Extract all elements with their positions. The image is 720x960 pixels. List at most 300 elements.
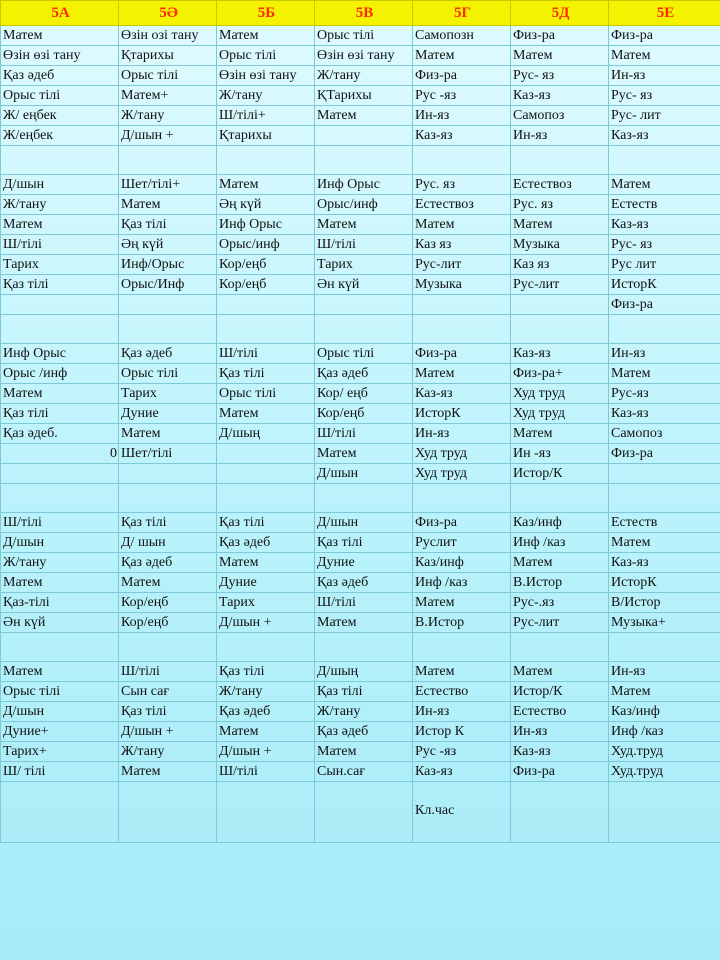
lesson-cell: Матем — [413, 662, 511, 682]
lesson-cell: Рус-яз — [609, 384, 720, 404]
lesson-cell: Каз яз — [413, 235, 511, 255]
lesson-cell: Каз яз — [511, 255, 609, 275]
lesson-cell: Ж/тану — [315, 66, 413, 86]
lesson-cell: Матем — [119, 195, 217, 215]
lesson-cell: Ин-яз — [609, 344, 720, 364]
lesson-cell: Инф Орыс — [217, 215, 315, 235]
lesson-cell: Қаз-тілі — [1, 593, 119, 613]
class-header-row — [1, 1, 720, 26]
lesson-cell: Ш/тілі — [315, 235, 413, 255]
table-row — [1, 86, 720, 106]
lesson-cell: Д/шын + — [217, 613, 315, 633]
lesson-cell: Д/шын + — [217, 742, 315, 762]
lesson-cell: Матем — [315, 106, 413, 126]
table-row — [1, 275, 720, 295]
lesson-cell: Естеств — [609, 195, 720, 215]
lesson-cell: Қаз тілі — [1, 404, 119, 424]
lesson-cell — [315, 126, 413, 146]
lesson-cell: Матем — [1, 26, 119, 46]
lesson-cell: Матем — [119, 573, 217, 593]
lesson-cell: Ш/тілі — [119, 662, 217, 682]
lesson-cell: Матем — [1, 662, 119, 682]
lesson-cell: Д/шың — [217, 424, 315, 444]
lesson-cell: Ж/тану — [1, 553, 119, 573]
lesson-cell: Ж/тану — [119, 742, 217, 762]
lesson-cell: Матем — [609, 46, 720, 66]
lesson-cell: Матем — [217, 175, 315, 195]
table-row — [1, 235, 720, 255]
lesson-cell — [511, 146, 609, 175]
lesson-cell: Ин-яз — [511, 722, 609, 742]
lesson-cell: Матем — [315, 444, 413, 464]
lesson-cell — [315, 315, 413, 344]
lesson-cell: Д/шын + — [119, 722, 217, 742]
lesson-cell: Әң күй — [217, 195, 315, 215]
lesson-cell: Қтарихы — [119, 46, 217, 66]
lesson-cell — [609, 782, 720, 843]
lesson-cell: Матем — [217, 26, 315, 46]
lesson-cell: Естеств — [609, 513, 720, 533]
lesson-cell: Шет/тілі — [119, 444, 217, 464]
lesson-cell: Самопозн — [413, 26, 511, 46]
lesson-cell: Дуние — [217, 573, 315, 593]
lesson-cell — [413, 484, 511, 513]
lesson-cell: Худ.труд — [609, 762, 720, 782]
lesson-cell: Ж/ еңбек — [1, 106, 119, 126]
table-row — [1, 573, 720, 593]
lesson-cell: Рус- яз — [609, 86, 720, 106]
lesson-cell: Ән күй — [315, 275, 413, 295]
lesson-cell: Рус. яз — [511, 195, 609, 215]
lesson-cell — [413, 633, 511, 662]
lesson-cell: Қаз тілі — [119, 513, 217, 533]
table-row — [1, 593, 720, 613]
table-row — [1, 344, 720, 364]
lesson-cell: Физ-ра — [413, 344, 511, 364]
lesson-cell — [1, 315, 119, 344]
lesson-cell: Матем — [609, 175, 720, 195]
lesson-cell: Рус- яз — [609, 235, 720, 255]
table-row — [1, 782, 720, 843]
lesson-cell: Каз-яз — [511, 344, 609, 364]
table-row — [1, 662, 720, 682]
lesson-cell: Рус-лит — [511, 613, 609, 633]
class-header: 5А — [1, 1, 119, 26]
lesson-cell — [511, 295, 609, 315]
lesson-cell: Дуние — [119, 404, 217, 424]
table-row — [1, 464, 720, 484]
table-row — [1, 146, 720, 175]
lesson-cell: Ш/тілі — [217, 762, 315, 782]
lesson-cell — [119, 464, 217, 484]
lesson-cell: Ж/еңбек — [1, 126, 119, 146]
lesson-cell: ИсторК — [413, 404, 511, 424]
lesson-cell: Орыс тілі — [1, 86, 119, 106]
lesson-cell: Тарих+ — [1, 742, 119, 762]
table-row — [1, 106, 720, 126]
lesson-cell: Д/шын — [1, 533, 119, 553]
lesson-cell — [119, 782, 217, 843]
table-row — [1, 553, 720, 573]
lesson-cell: Өзін өзі тану — [1, 46, 119, 66]
lesson-cell: Каз-яз — [413, 762, 511, 782]
lesson-cell: Тарих — [315, 255, 413, 275]
lesson-cell — [217, 315, 315, 344]
lesson-cell — [609, 464, 720, 484]
lesson-cell: Ш/тілі — [315, 593, 413, 613]
table-row — [1, 404, 720, 424]
lesson-cell: Қаз тілі — [1, 275, 119, 295]
lesson-cell: Ш/тілі — [217, 344, 315, 364]
lesson-cell: Ш/тілі+ — [217, 106, 315, 126]
lesson-cell — [217, 484, 315, 513]
lesson-cell: Қтарихы — [217, 126, 315, 146]
lesson-cell: Матем+ — [119, 86, 217, 106]
lesson-cell: Инф Орыс — [1, 344, 119, 364]
lesson-cell: Қаз тілі — [315, 533, 413, 553]
lesson-cell — [217, 295, 315, 315]
table-row — [1, 364, 720, 384]
lesson-cell: Естествоз — [511, 175, 609, 195]
lesson-cell: Ин-яз — [511, 126, 609, 146]
lesson-cell — [609, 484, 720, 513]
lesson-cell: Кор/еңб — [315, 404, 413, 424]
lesson-cell: Қаз әдеб — [315, 364, 413, 384]
lesson-cell: Қаз тілі — [119, 702, 217, 722]
lesson-cell: Қаз әдеб — [315, 722, 413, 742]
class-header: 5Д — [511, 1, 609, 26]
lesson-cell — [511, 484, 609, 513]
lesson-cell: Матем — [511, 553, 609, 573]
lesson-cell — [1, 782, 119, 843]
lesson-cell: Д/шың — [315, 662, 413, 682]
lesson-cell: Ин-яз — [413, 424, 511, 444]
lesson-cell: Физ-ра — [511, 26, 609, 46]
lesson-cell: Истор/К — [511, 464, 609, 484]
lesson-cell: Ж/тану — [315, 702, 413, 722]
lesson-cell — [217, 633, 315, 662]
lesson-cell: Естество — [511, 702, 609, 722]
lesson-cell — [217, 444, 315, 464]
table-row — [1, 175, 720, 195]
lesson-cell: Естество — [413, 682, 511, 702]
lesson-cell: Рус-лит — [413, 255, 511, 275]
lesson-cell — [413, 146, 511, 175]
lesson-cell — [119, 295, 217, 315]
lesson-cell: Д/шын — [1, 702, 119, 722]
lesson-cell: Орыс тілі — [315, 26, 413, 46]
table-row — [1, 633, 720, 662]
lesson-cell: ҚТарихы — [315, 86, 413, 106]
lesson-cell: Каз/инф — [511, 513, 609, 533]
lesson-cell: Ж/тану — [217, 86, 315, 106]
table-row — [1, 444, 720, 464]
lesson-cell: Кор/еңб — [217, 275, 315, 295]
lesson-cell: Орыс тілі — [119, 364, 217, 384]
lesson-cell: Руслит — [413, 533, 511, 553]
lesson-cell: Худ труд — [413, 464, 511, 484]
table-row — [1, 742, 720, 762]
lesson-cell: Тарих — [217, 593, 315, 613]
lesson-cell: Матем — [217, 553, 315, 573]
lesson-cell — [315, 295, 413, 315]
lesson-cell: Қаз тілі — [315, 682, 413, 702]
lesson-cell — [217, 782, 315, 843]
lesson-cell: Истор К — [413, 722, 511, 742]
lesson-cell: Физ-ра — [609, 26, 720, 46]
lesson-cell — [315, 146, 413, 175]
lesson-cell: Худ труд — [511, 384, 609, 404]
lesson-cell: Матем — [413, 593, 511, 613]
lesson-cell: Д/шын — [1, 175, 119, 195]
lesson-cell: Кор/еңб — [217, 255, 315, 275]
table-row — [1, 315, 720, 344]
class-header: 5Е — [609, 1, 720, 26]
lesson-cell: Самопоз — [511, 106, 609, 126]
lesson-cell: Шет/тілі+ — [119, 175, 217, 195]
lesson-cell: Ин-яз — [609, 662, 720, 682]
lesson-cell: Физ-ра+ — [511, 364, 609, 384]
lesson-cell: Истор/К — [511, 682, 609, 702]
lesson-cell: Қаз әдеб — [119, 553, 217, 573]
class-header: 5В — [315, 1, 413, 26]
lesson-cell: Д/шын + — [119, 126, 217, 146]
lesson-cell: Әң күй — [119, 235, 217, 255]
lesson-cell: Орыс тілі — [217, 384, 315, 404]
lesson-cell: Матем — [217, 404, 315, 424]
lesson-cell — [315, 633, 413, 662]
lesson-cell: Рус-лит — [511, 275, 609, 295]
lesson-cell: ИсторК — [609, 573, 720, 593]
table-row — [1, 513, 720, 533]
table-row — [1, 762, 720, 782]
lesson-cell: Матем — [511, 424, 609, 444]
lesson-cell: Каз-яз — [511, 86, 609, 106]
lesson-cell: Орыс /инф — [1, 364, 119, 384]
lesson-cell: Худ труд — [511, 404, 609, 424]
lesson-cell: Орыс тілі — [217, 46, 315, 66]
lesson-cell — [217, 464, 315, 484]
lesson-cell: Каз-яз — [413, 384, 511, 404]
lesson-cell: Ән күй — [1, 613, 119, 633]
lesson-cell: Каз-яз — [609, 553, 720, 573]
lesson-cell: Қаз әдеб — [119, 344, 217, 364]
lesson-cell: Сын.сағ — [315, 762, 413, 782]
lesson-cell: ИсторК — [609, 275, 720, 295]
lesson-cell: В.Истор — [511, 573, 609, 593]
lesson-cell — [413, 315, 511, 344]
lesson-cell: Матем — [1, 573, 119, 593]
lesson-cell — [511, 782, 609, 843]
lesson-cell: Кор/еңб — [119, 613, 217, 633]
lesson-cell: Матем — [315, 613, 413, 633]
lesson-cell: Музыка — [511, 235, 609, 255]
lesson-cell: Ш/ тілі — [1, 762, 119, 782]
lesson-cell: Дуние+ — [1, 722, 119, 742]
lesson-cell — [511, 315, 609, 344]
lesson-cell: Рус-.яз — [511, 593, 609, 613]
lesson-cell: Матем — [609, 533, 720, 553]
table-row — [1, 126, 720, 146]
lesson-cell: Қаз әдеб — [217, 702, 315, 722]
lesson-cell: Матем — [1, 384, 119, 404]
lesson-cell: Ин -яз — [511, 444, 609, 464]
lesson-cell: Матем — [511, 215, 609, 235]
lesson-cell — [609, 633, 720, 662]
lesson-cell: Өзін өзі тану — [217, 66, 315, 86]
lesson-cell: Д/ шын — [119, 533, 217, 553]
lesson-cell: Ж/тану — [1, 195, 119, 215]
table-row — [1, 195, 720, 215]
lesson-cell: Орыс/инф — [315, 195, 413, 215]
table-row — [1, 66, 720, 86]
table-row — [1, 424, 720, 444]
lesson-cell: Худ труд — [413, 444, 511, 464]
lesson-cell — [609, 315, 720, 344]
lesson-cell: 0 — [1, 444, 119, 464]
lesson-cell — [413, 782, 511, 843]
lesson-cell: Матем — [217, 722, 315, 742]
lesson-cell: Матем — [413, 215, 511, 235]
lesson-cell: Қаз тілі — [119, 215, 217, 235]
lesson-cell: Қаз тілі — [217, 513, 315, 533]
table-row — [1, 702, 720, 722]
lesson-cell: Инф /каз — [511, 533, 609, 553]
lesson-cell: Сын сағ — [119, 682, 217, 702]
lesson-cell: Д/шын — [315, 513, 413, 533]
lesson-cell: В.Истор — [413, 613, 511, 633]
lesson-cell: Ин-яз — [609, 66, 720, 86]
lesson-cell — [315, 484, 413, 513]
lesson-cell — [119, 146, 217, 175]
lesson-cell: Орыс/инф — [217, 235, 315, 255]
lesson-cell: Қаз тілі — [217, 662, 315, 682]
lesson-cell: Каз-яз — [609, 404, 720, 424]
lesson-cell: Матем — [413, 364, 511, 384]
lesson-cell: Ш/тілі — [315, 424, 413, 444]
lesson-cell: Матем — [511, 46, 609, 66]
lesson-cell: Өзін өзі тану — [315, 46, 413, 66]
lesson-cell: Кор/ еңб — [315, 384, 413, 404]
lesson-cell: Матем — [511, 662, 609, 682]
lesson-cell: Рус. яз — [413, 175, 511, 195]
lesson-cell: Ш/тілі — [1, 513, 119, 533]
lesson-cell: Орыс тілі — [119, 66, 217, 86]
lesson-cell — [217, 146, 315, 175]
lesson-cell: Музыка — [413, 275, 511, 295]
lesson-cell: Самопоз — [609, 424, 720, 444]
lesson-cell: Қаз тілі — [217, 364, 315, 384]
lesson-cell — [511, 633, 609, 662]
table-row — [1, 295, 720, 315]
lesson-cell: Рус- лит — [609, 106, 720, 126]
lesson-cell: Матем — [609, 682, 720, 702]
lesson-cell: Ж/тану — [119, 106, 217, 126]
lesson-cell: Инф/Орыс — [119, 255, 217, 275]
lesson-cell — [1, 633, 119, 662]
lesson-cell: Инф Орыс — [315, 175, 413, 195]
table-row — [1, 533, 720, 553]
lesson-cell: Рус -яз — [413, 742, 511, 762]
lesson-cell: Қаз әдеб — [217, 533, 315, 553]
lesson-cell: Каз-яз — [609, 215, 720, 235]
lesson-cell: Ш/тілі — [1, 235, 119, 255]
lesson-cell — [1, 484, 119, 513]
table-row — [1, 682, 720, 702]
lesson-cell: Дуние — [315, 553, 413, 573]
lesson-cell: Қаз әдеб — [1, 66, 119, 86]
lesson-cell — [609, 146, 720, 175]
lesson-cell: Каз-яз — [511, 742, 609, 762]
lesson-cell — [1, 464, 119, 484]
lesson-cell: Естествоз — [413, 195, 511, 215]
lesson-cell: Ин-яз — [413, 106, 511, 126]
lesson-cell: Д/шын — [315, 464, 413, 484]
lesson-cell: Матем — [119, 424, 217, 444]
lesson-cell: Физ-ра — [413, 66, 511, 86]
lesson-cell — [413, 295, 511, 315]
lesson-cell: Матем — [609, 364, 720, 384]
lesson-cell: Ин-яз — [413, 702, 511, 722]
lesson-cell: Каз/инф — [413, 553, 511, 573]
lesson-cell: Ж/тану — [217, 682, 315, 702]
table-row — [1, 613, 720, 633]
lesson-cell — [1, 295, 119, 315]
table-row — [1, 215, 720, 235]
lesson-cell: Матем — [315, 742, 413, 762]
table-row — [1, 722, 720, 742]
lesson-cell: Рус лит — [609, 255, 720, 275]
lesson-cell: Матем — [1, 215, 119, 235]
lesson-cell: Физ-ра — [609, 295, 720, 315]
lesson-cell: Инф /каз — [609, 722, 720, 742]
class-header: 5Б — [217, 1, 315, 26]
table-row — [1, 26, 720, 46]
lesson-cell: Каз-яз — [413, 126, 511, 146]
lesson-cell: Инф /каз — [413, 573, 511, 593]
lesson-cell: Қаз әдеб — [315, 573, 413, 593]
lesson-cell — [119, 484, 217, 513]
class-header: 5Г — [413, 1, 511, 26]
lesson-cell: В/Истор — [609, 593, 720, 613]
lesson-cell: Тарих — [119, 384, 217, 404]
table-row — [1, 484, 720, 513]
lesson-cell: Матем — [315, 215, 413, 235]
lesson-cell: Худ.труд — [609, 742, 720, 762]
lesson-cell: Рус- яз — [511, 66, 609, 86]
lesson-cell — [1, 146, 119, 175]
lesson-cell: Орыс тілі — [1, 682, 119, 702]
lesson-cell: Кор/еңб — [119, 593, 217, 613]
lesson-cell: Физ-ра — [511, 762, 609, 782]
class-hour-note: Кл.час — [415, 803, 455, 818]
lesson-cell: Каз/инф — [609, 702, 720, 722]
lesson-cell — [119, 633, 217, 662]
lesson-cell: Физ-ра — [609, 444, 720, 464]
lesson-cell: Физ-ра — [413, 513, 511, 533]
table-row — [1, 255, 720, 275]
class-header: 5Ә — [119, 1, 217, 26]
table-row — [1, 384, 720, 404]
lesson-cell: Орыс/Инф — [119, 275, 217, 295]
lesson-cell: Каз-яз — [609, 126, 720, 146]
lesson-cell: Матем — [413, 46, 511, 66]
lesson-cell: Қаз әдеб. — [1, 424, 119, 444]
lesson-cell: Матем — [119, 762, 217, 782]
lesson-cell: Тарих — [1, 255, 119, 275]
lesson-cell: Өзін озі тану — [119, 26, 217, 46]
table-row — [1, 46, 720, 66]
